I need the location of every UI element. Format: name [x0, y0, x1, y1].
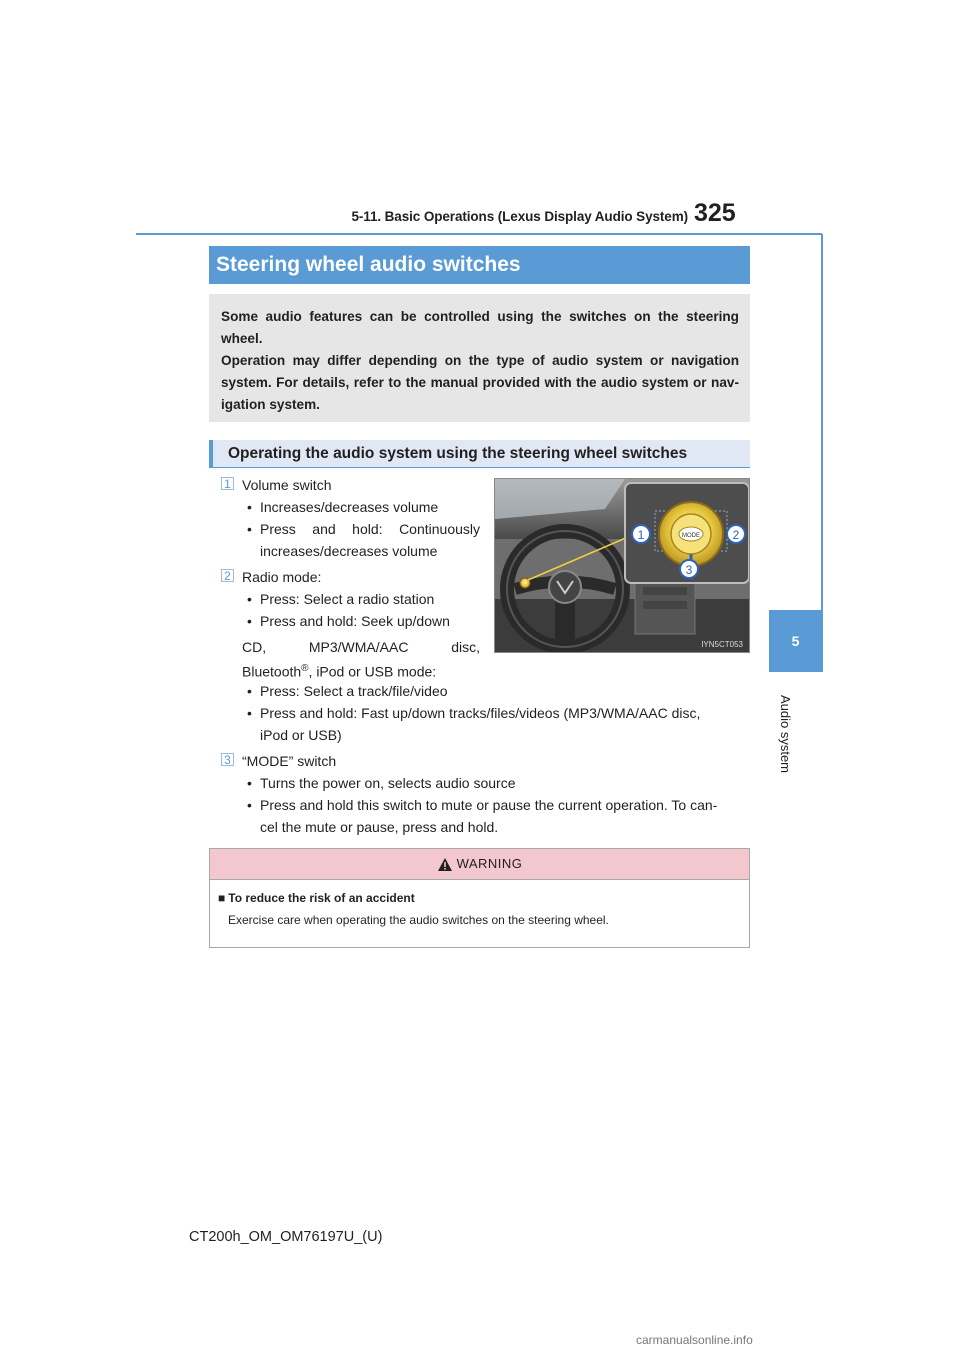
bullet-dot: • [247, 683, 252, 699]
section-subheading: Operating the audio system using the steering wheel switches [209, 440, 750, 468]
warning-triangle-icon [437, 857, 453, 872]
item-3-bullet-2 [247, 794, 718, 816]
item-3-title: “MODE” switch [242, 753, 337, 769]
chapter-label: Audio system [778, 694, 793, 774]
steering-wheel-figure [494, 478, 750, 653]
bullet-text: Press and hold: Seek up/down [260, 613, 450, 629]
item-2-bullet-4 [247, 702, 701, 724]
bullet-text: Press: Select a radio station [260, 591, 435, 607]
intro-box [209, 294, 750, 422]
bullet-text: Increases/decreases volume [260, 499, 439, 515]
document-code-footer: CT200h_OM_OM76197U_(U) [189, 1229, 383, 1245]
steering-wheel-illustration [495, 479, 750, 653]
bullet-text: Press: Select a track/file/video [260, 683, 448, 699]
item-2-bullet-3 [247, 680, 448, 702]
header-rule [136, 233, 822, 235]
item-number-3: 3 [221, 753, 234, 766]
warning-header [210, 849, 749, 880]
item-2-bullet-2 [247, 610, 450, 632]
intro-paragraph-2: Operation may differ depending on the type of audio system or navigation system. For details, refer to the manual provided with the audio system or nav-igation system. [221, 353, 739, 412]
warning-item-title-text: To reduce the risk of an accident [228, 891, 415, 905]
item-1-bullet-2 [247, 518, 480, 540]
item-number-1: 1 [221, 477, 234, 490]
square-bullet-icon: ■ [218, 891, 226, 905]
bullet-dot: • [247, 775, 252, 791]
bullet-text: Press and hold: Fast up/down tracks/files/videos (MP3/WMA/AAC disc, [260, 705, 701, 721]
bullet-dot: • [247, 499, 252, 515]
bluetooth-text: Bluetooth [242, 663, 302, 680]
registered-mark: ® [301, 663, 309, 674]
bullet-dot: • [247, 591, 252, 607]
side-strip [821, 234, 823, 672]
item-2-subtitle-line-1: CD, MP3/WMA/AAC disc, [242, 639, 480, 655]
warning-box [209, 848, 750, 948]
mode-text: MODE [682, 533, 700, 539]
item-number-2: 2 [221, 569, 234, 582]
item-1-bullet-2-cont: increases/decreases volume [260, 543, 438, 559]
warning-label: WARNING [456, 856, 523, 871]
warning-item-title [218, 891, 415, 905]
callout-1: 1 [637, 528, 645, 542]
intro-paragraph-1: Some audio features can be controlled using the switches on the steering wheel. [221, 309, 739, 346]
item-2-bullet-1 [247, 588, 435, 610]
warning-item-text: Exercise care when operating the audio switches on the steering wheel. [228, 913, 609, 927]
bullet-text: Turns the power on, selects audio source [260, 775, 516, 791]
chapter-tab: 5 [769, 610, 822, 672]
running-header: 5-11. Basic Operations (Lexus Display Audio System) [351, 209, 688, 224]
bullet-text: Press and hold: Continuously [260, 521, 480, 537]
item-2-title: Radio mode: [242, 569, 322, 585]
item-2-subtitle-line-2 [242, 658, 436, 683]
figure-code: IYN5CT053 [701, 640, 743, 649]
bullet-dot: • [247, 521, 252, 537]
page-title: Steering wheel audio switches [209, 246, 750, 284]
item-1-title: Volume switch [242, 477, 332, 493]
bullet-text: Press and hold this switch to mute or pause the current operation. To can- [260, 797, 718, 813]
item-2-bullet-4-cont: iPod or USB) [260, 727, 342, 743]
page-number: 325 [694, 199, 736, 227]
item-1-bullet-1 [247, 496, 439, 518]
callout-3: 3 [685, 563, 693, 577]
modes-text: , iPod or USB mode: [308, 663, 437, 680]
bullet-dot: • [247, 797, 252, 813]
item-3-bullet-1 [247, 772, 516, 794]
bullet-dot: • [247, 613, 252, 629]
bullet-dot: • [247, 705, 252, 721]
callout-2: 2 [732, 528, 740, 542]
item-3-bullet-2-cont: cel the mute or pause, press and hold. [260, 819, 499, 835]
watermark: carmanualsonline.info [636, 1333, 753, 1347]
